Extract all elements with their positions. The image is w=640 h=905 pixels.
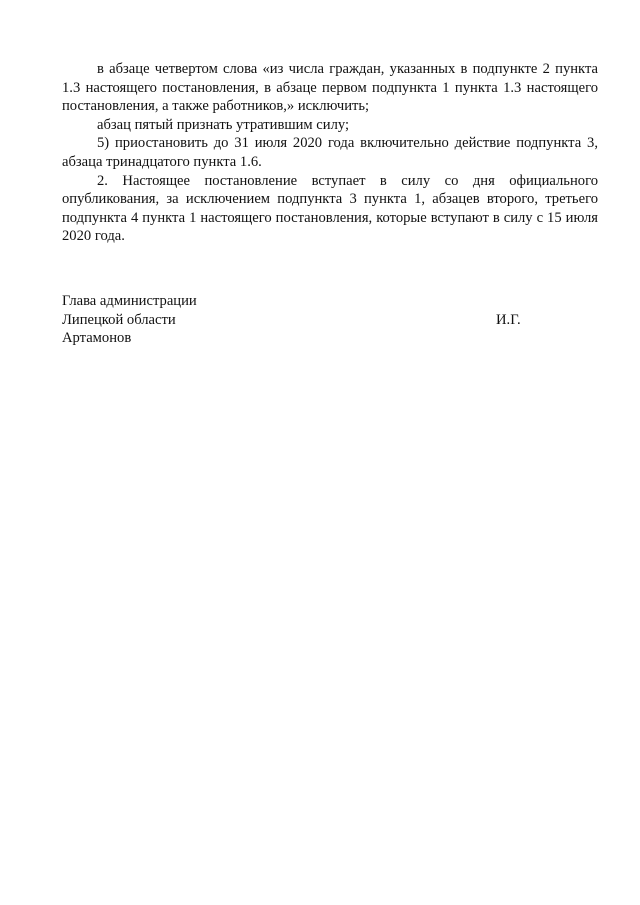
signature-surname: Артамонов [62,330,132,347]
signature-initials: И.Г. [496,311,521,328]
signature-region: Липецкой области [62,311,176,328]
document-body [62,60,598,246]
signature-surname-line [62,329,598,348]
signature-block [62,292,598,348]
paragraph-item-5: 5) приостановить до 31 июля 2020 года включительно действие подпункта 3, абзаца тринадцатого пункта 1.6. [62,135,598,170]
signature-position-title: Глава администрации [62,293,197,309]
signature-position-line-2 [62,311,598,330]
paragraph-abzac-chetvertyi: в абзаце четвертом слова «из числа граждан, указанных в подпункте 2 пункта 1.3 настоящего постановления, в абзаце первом подпункта 1 пункта 1.3 настоящего постановления, а также работников,» исключить; [62,61,598,115]
paragraph-abzac-pyatyi: абзац пятый признать утратившим силу; [97,116,350,133]
signature-position-line-1 [62,292,598,311]
paragraph-item-2: 2. Настоящее постановление вступает в силу со дня официального опубликования, за исключением подпункта 3 пункта 1, абзацев второго, третьего подпункта 4 пункта 1 настоящего постановления, которые вступают в силу с 15 июля 2020 года. [62,172,598,245]
